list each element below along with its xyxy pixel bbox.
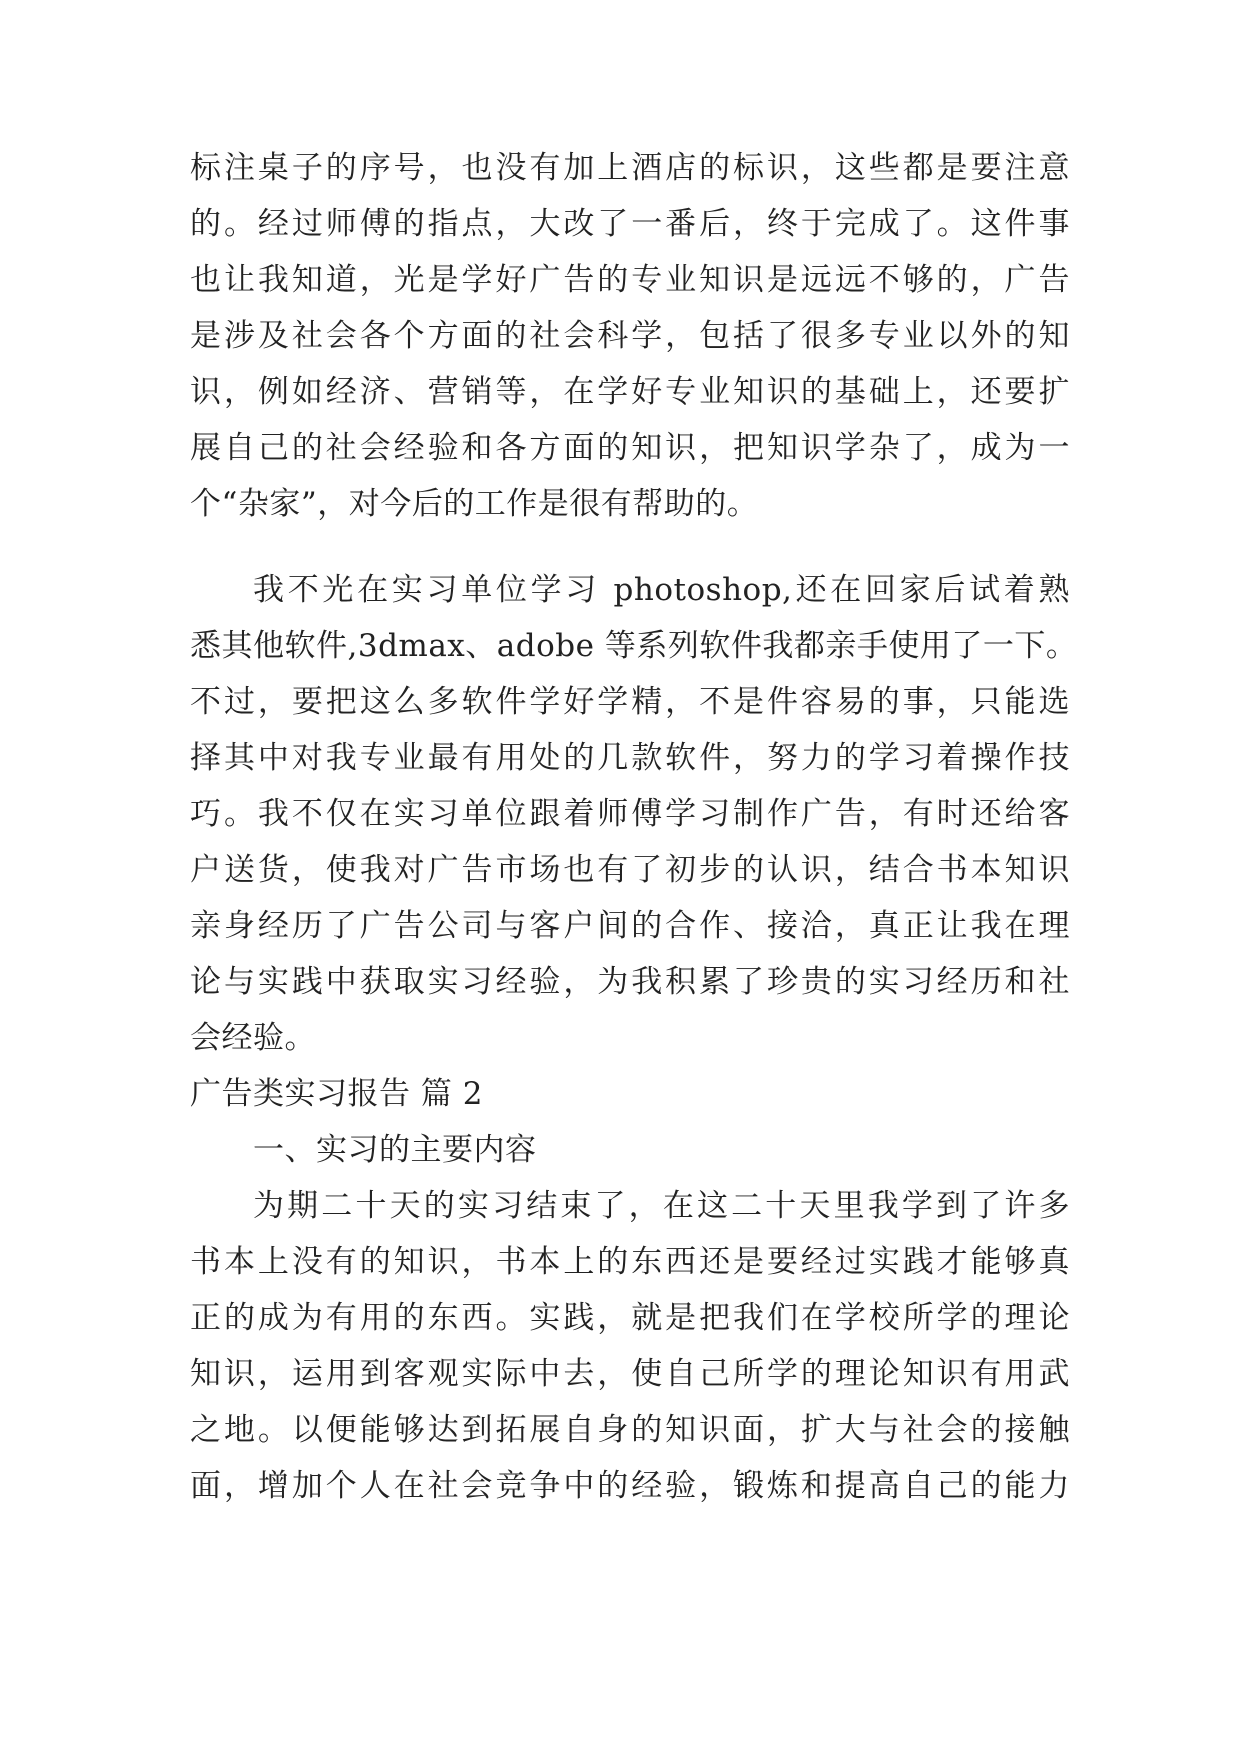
paragraph-line: 之地。以便能够达到拓展自身的知识面，扩大与社会的接触 bbox=[190, 1412, 1070, 1448]
subsection-title: 一、实习的主要内容 bbox=[253, 1132, 537, 1168]
paragraph-line: 面，增加个人在社会竞争中的经验，锻炼和提高自己的能力 bbox=[190, 1468, 1070, 1504]
paragraph-line: 也让我知道，光是学好广告的专业知识是远远不够的，广告 bbox=[190, 262, 1070, 298]
paragraph-line: 不过，要把这么多软件学好学精，不是件容易的事，只能选 bbox=[190, 684, 1070, 720]
paragraph-line: 书本上没有的知识，书本上的东西还是要经过实践才能够真 bbox=[190, 1244, 1070, 1280]
paragraph-line: 识，例如经济、营销等，在学好专业知识的基础上，还要扩 bbox=[190, 374, 1070, 410]
paragraph-line: 的。经过师傅的指点，大改了一番后，终于完成了。这件事 bbox=[190, 206, 1070, 242]
paragraph-line: 亲身经历了广告公司与客户间的合作、接洽，真正让我在理 bbox=[190, 908, 1070, 944]
paragraph-line: 户送货，使我对广告市场也有了初步的认识，结合书本知识 bbox=[190, 852, 1070, 888]
paragraph-line: 会经验。 bbox=[190, 1020, 316, 1056]
paragraph-line: 正的成为有用的东西。实践，就是把我们在学校所学的理论 bbox=[190, 1300, 1070, 1336]
paragraph-line: 是涉及社会各个方面的社会科学，包括了很多专业以外的知 bbox=[190, 318, 1070, 354]
paragraph-line: 悉其他软件,3dmax、adobe 等系列软件我都亲手使用了一下。 bbox=[190, 628, 1078, 664]
paragraph-line: 择其中对我专业最有用处的几款软件，努力的学习着操作技 bbox=[190, 740, 1070, 776]
paragraph-line: 为期二十天的实习结束了，在这二十天里我学到了许多 bbox=[253, 1188, 1070, 1224]
paragraph-line: 个“杂家”，对今后的工作是很有帮助的。 bbox=[190, 486, 759, 522]
paragraph-line: 论与实践中获取实习经验，为我积累了珍贵的实习经历和社 bbox=[190, 964, 1070, 1000]
paragraph-line: 知识，运用到客观实际中去，使自己所学的理论知识有用武 bbox=[190, 1356, 1070, 1392]
paragraph-line: 巧。我不仅在实习单位跟着师傅学习制作广告，有时还给客 bbox=[190, 796, 1070, 832]
paragraph-line: 我不光在实习单位学习 photoshop,还在回家后试着熟 bbox=[253, 572, 1070, 608]
paragraph-line: 展自己的社会经验和各方面的知识，把知识学杂了，成为一 bbox=[190, 430, 1070, 466]
section-title: 广告类实习报告 篇 2 bbox=[190, 1076, 483, 1112]
paragraph-line: 标注桌子的序号，也没有加上酒店的标识，这些都是要注意 bbox=[190, 150, 1070, 186]
